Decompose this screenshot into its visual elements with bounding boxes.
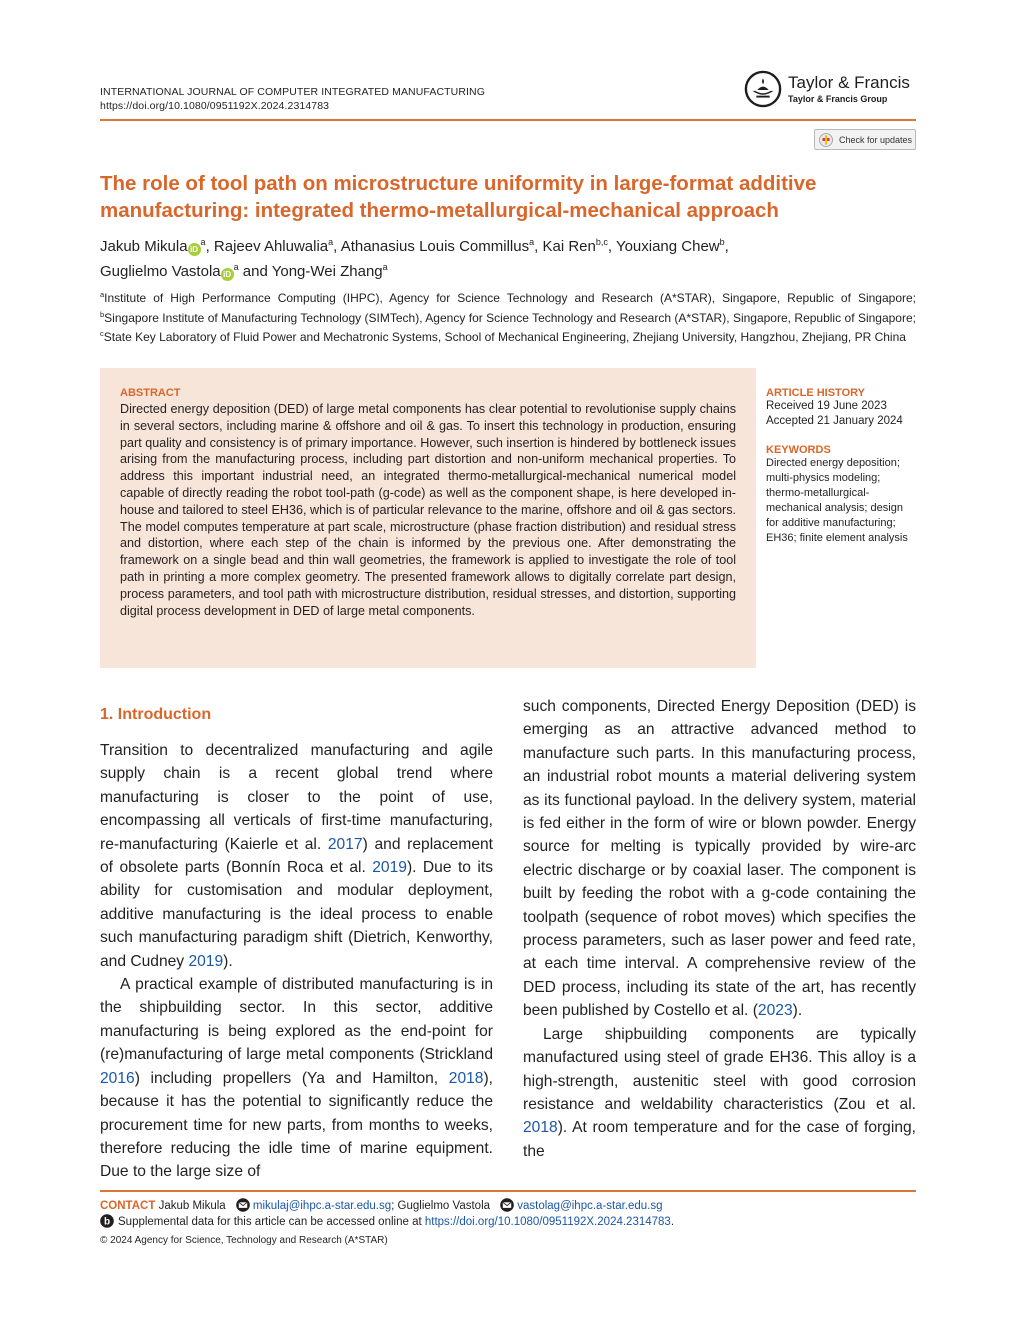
author-name: Jakub Mikula	[100, 238, 188, 255]
affiliation-text: Institute of High Performance Computing (IHPC), Agency for Science Technology and Research (A*STAR), Singapore, Republic of Singapore;	[104, 291, 916, 305]
citation-link[interactable]: 2019	[372, 859, 407, 877]
check-updates-label: Check for updates	[839, 134, 913, 145]
paragraph-text: ). At room temperature and for the case of forging, the	[523, 1119, 916, 1160]
author-name: Rajeev Ahluwalia	[213, 238, 329, 255]
author-affiliation-mark: a	[233, 262, 239, 272]
paragraph	[523, 1023, 916, 1163]
affiliation-text: State Key Laboratory of Fluid Power and Mechatronic Systems, School of Mechanical Engineering, Zhejiang University, Hangzhou, Zhejiang, PR China	[103, 330, 906, 344]
svg-text:b: b	[103, 1216, 111, 1228]
orcid-icon[interactable]: iD	[188, 243, 201, 256]
citation-link[interactable]: 2016	[100, 1069, 135, 1087]
email-icon	[499, 1198, 515, 1212]
paragraph-text: ), because it has the potential to significantly reduce the procurement time for new parts, from months to weeks, therefore reducing the idle time of marine equipment. Due to the large size of	[100, 1069, 493, 1181]
received-date: Received 19 June 2023	[766, 400, 887, 412]
author-affiliation-mark: a	[200, 237, 206, 247]
header-rule	[100, 119, 916, 121]
keywords	[766, 444, 918, 546]
affiliation-mark: c	[100, 329, 104, 338]
author-affiliation-mark: b,c	[595, 237, 608, 247]
author-name: Yong-Wei Zhang	[271, 263, 383, 280]
orcid-icon[interactable]: iD	[221, 268, 234, 281]
accepted-date: Accepted 21 January 2024	[766, 415, 903, 427]
crossmark-icon	[819, 133, 833, 147]
column-right	[523, 695, 916, 1163]
author-affiliation-mark: a	[382, 262, 388, 272]
paragraph-text: A practical example of distributed manufacturing is in the shipbuilding sector. In this sector, additive manufacturing is being explored as the end-point for (re)manufacturing of large metal components (Strickland	[100, 976, 493, 1064]
citation-link[interactable]: 2019	[188, 952, 224, 970]
section-heading-introduction: 1. Introduction	[100, 706, 212, 723]
footer-rule	[100, 1190, 916, 1192]
column-left	[100, 739, 493, 1184]
contact-line	[100, 1198, 663, 1214]
paragraph-text: ). Due to its ability for customisation and modular deployment, additive manufacturing is the ideal process to enable such manufacturing paradigm shift (Dietrich, Kenworthy, and Cudney	[100, 859, 493, 970]
article-history	[766, 387, 916, 429]
paragraph-text: ).	[223, 952, 233, 970]
paragraph-text: such components, Directed Energy Deposition (DED) is emerging as an attractive advanced method to manufacture such parts. In this manufacturing process, an industrial robot mounts a material delivering system as its functional payload. In the delivery system, material is fed either in the form of wire or blown powder. Energy source for melting is typically provided by wire-arc electric discharge or by coaxial laser. The component is built by feeding the robot with a g-code containing the toolpath (sequence of robot moves) which specifies the process parameters, such as laser power and feed rate, at each time interval. A comprehensive review of the DED process, including its state of the art, has recently been published by Costello et al. (	[523, 698, 916, 1020]
supplemental-end: .	[670, 1216, 675, 1228]
author-affiliation-mark: a	[529, 237, 535, 247]
affiliation-mark: b	[100, 309, 105, 319]
paragraph	[100, 973, 493, 1184]
author-name: Youxiang Chew	[615, 238, 720, 255]
author-name: Guglielmo Vastola	[100, 263, 221, 280]
author-name: Athanasius Louis Commillus	[340, 238, 530, 255]
journal-name: INTERNATIONAL JOURNAL OF COMPUTER INTEGRATED MANUFACTURING	[100, 86, 485, 98]
history-heading: ARTICLE HISTORY	[766, 387, 866, 399]
copyright-notice: © 2024 Agency for Science, Technology and Research (A*STAR)	[100, 1235, 388, 1246]
contact-separator: ; Guglielmo Vastola	[391, 1200, 491, 1212]
doi-link[interactable]: https://doi.org/10.1080/0951192X.2024.2314783	[100, 100, 330, 112]
author-name: Kai Ren	[542, 238, 596, 255]
citation-link[interactable]: 2018	[448, 1069, 484, 1087]
paragraph-text: ) including propellers (Ya and Hamilton,	[134, 1069, 449, 1087]
affiliation-mark: a	[100, 290, 105, 299]
affiliation-text: Singapore Institute of Manufacturing Technology (SIMTech), Agency for Science Technology and Research (A*STAR), Singapore, Republic of Singapore;	[104, 310, 916, 325]
paragraph	[100, 739, 493, 973]
publisher-logo	[744, 70, 910, 108]
email-link[interactable]: mikulaj@ihpc.a-star.edu.sg	[252, 1200, 392, 1212]
supplemental-link[interactable]: https://doi.org/10.1080/0951192X.2024.2314783	[424, 1216, 671, 1228]
supplemental-text: Supplemental data for this article can be accessed online at	[118, 1216, 425, 1228]
paragraph-text: ) and replacement of obsolete parts (Bonnín Roca et al.	[100, 835, 493, 877]
publisher-group: Taylor & Francis Group	[788, 94, 888, 104]
article-title: The role of tool path on microstructure uniformity in large-format additive manufacturing: integrated thermo-metallurgical-mechanical approach	[100, 172, 817, 222]
contact-label: CONTACT	[100, 1200, 156, 1212]
contact-name: Jakub Mikula	[158, 1200, 226, 1212]
keywords-text: Directed energy deposition; multi-physics modeling; thermo-metallurgical-mechanical analysis; design for additive manufacturing; EH36; finite element analysis	[766, 457, 908, 544]
publisher-name: Taylor & Francis	[788, 73, 910, 92]
supplemental-data-icon	[100, 1214, 114, 1228]
publisher-lamp-icon	[744, 70, 782, 108]
supplemental-line	[100, 1214, 674, 1230]
email-icon	[235, 1198, 251, 1212]
affiliations	[100, 287, 916, 346]
author-list: Jakub Mikula $iD^a$, Rajeev Ahluwalia$^a$, Athanasius Louis Commillus$^a$, Kai Ren$^{b,c}$, Youxiang Chew$^b$, Guglielmo Vastola $iD^a$ and Yong-Wei Zhang$^a$	[100, 237, 729, 280]
abstract-heading: ABSTRACT	[120, 387, 181, 399]
paragraph-text: Large shipbuilding components are typically manufactured using steel of grade EH36. This alloy is a high-strength, austenitic steel with good corrosion resistance and weldability characteristics (Zou et al.	[523, 1025, 916, 1113]
paragraph-text: ).	[792, 1002, 803, 1020]
author-affiliation-mark: a	[328, 237, 334, 247]
citation-link[interactable]: 2023	[757, 1002, 793, 1020]
paragraph-text: Transition to decentralized manufacturing and agile supply chain is a recent global trend where manufacturing is closer to the point of use, encompassing all verticals of first-time manufacturing, re-manufacturing (Kaierle et al.	[100, 742, 493, 853]
check-updates-button[interactable]	[814, 129, 916, 150]
keywords-heading: KEYWORDS	[766, 444, 831, 456]
citation-link[interactable]: 2017	[327, 835, 363, 853]
citation-link[interactable]: 2018	[523, 1119, 558, 1137]
abstract-text: Directed energy deposition (DED) of large metal components has clear potential to revolutionise supply chains in several sectors, including marine & offshore and oil & gas. To insert this technology in production, ensuring part quality and consistency is of primary importance. However, such insertion is hindered by bottleneck issues arising from the manufacturing process, including part distortion and non-uniform mechanical properties. To address this important industrial need, an integrated thermo-metallurgical-mechanical numerical model capable of directly reading the robot tool-path (g-code) as well as the component shape, is here developed in-house and tailored to steel EH36, which is of particular relevance to the marine, offshore and oil & gas sectors. The model computes temperature at part scale, microstructure (phase fraction distribution) and residual stress and distortion, where each step of the chain is informed by the previous one. After demonstrating the framework on a single bead and thin wall geometries, the framework is applied to investigate the role of tool path in printing a more complex geometry. The presented framework allows to digitally correlate part design, process parameters, and tool path with microstructure distribution, residual stresses, and distortion, supporting digital process development in DED of large metal components.	[120, 402, 736, 618]
author-affiliation-mark: b	[719, 237, 725, 247]
email-link[interactable]: vastolag@ihpc.a-star.edu.sg	[517, 1200, 663, 1212]
journal-header	[100, 85, 485, 113]
paragraph	[523, 695, 916, 1023]
